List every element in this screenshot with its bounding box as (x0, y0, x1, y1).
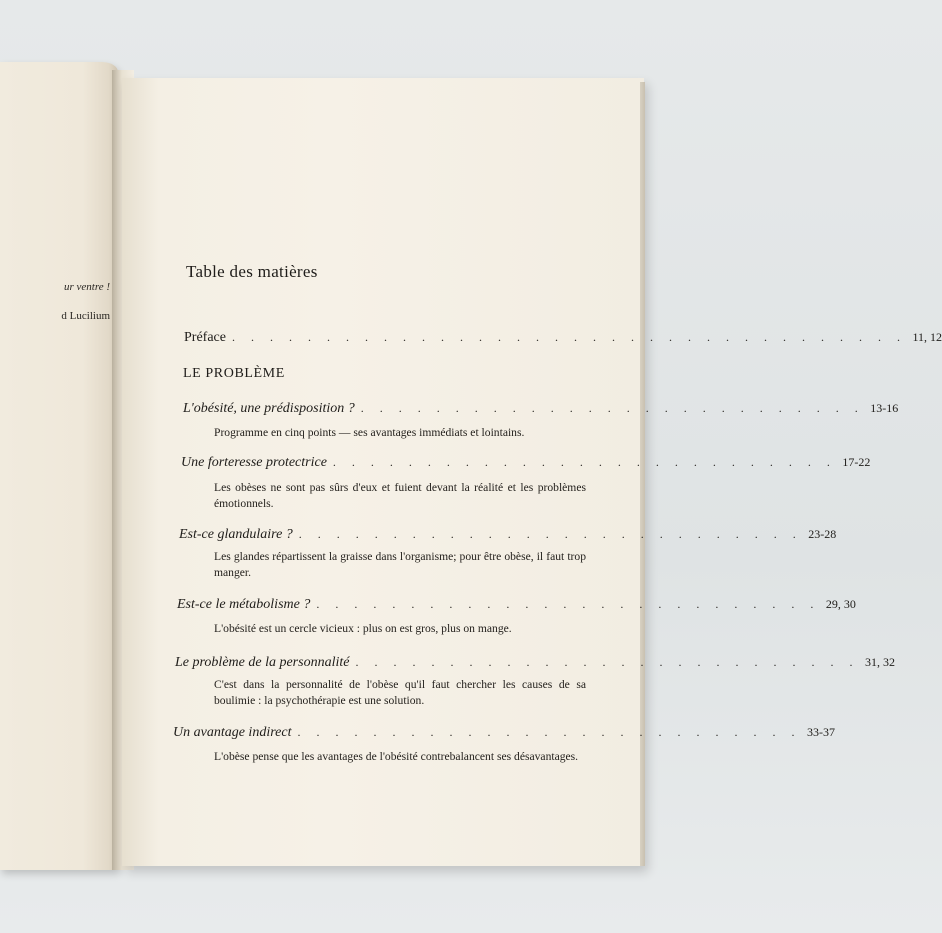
toc-entry-description: Les obèses ne sont pas sûrs d'eux et fuient devant la réalité et les problèmes émotionnels. (214, 481, 586, 510)
left-page-text-line-2: d Lucilium (61, 310, 110, 322)
toc-entry (183, 401, 899, 417)
toc-entry (177, 597, 856, 613)
toc-entry-description: L'obésité est un cercle vicieux : plus on est gros, plus on mange. (214, 622, 512, 635)
leader-dots: . . . . . . . . . . . . . . . . . . . . . . . . . . . (332, 455, 837, 469)
toc-entry-title: L'obésité, une prédisposition ? (183, 401, 355, 416)
leader-dots: . . . . . . . . . . . . . . . . . . . . . . . . . . . (360, 401, 865, 415)
section-title: LE PROBLÈME (183, 366, 285, 381)
leader-dots: . . . . . . . . . . . . . . . . . . . . . . . . . . . (297, 725, 801, 739)
toc-entry-pages: 33-37 (806, 725, 835, 739)
left-page-text-line-1: ur ventre ! (63, 281, 110, 293)
toc-entry-title: Est-ce le métabolisme ? (177, 597, 311, 612)
toc-entry-description: Les glandes répartissent la graisse dans l'organisme; pour être obèse, il faut trop manger. (214, 550, 586, 579)
toc-entry-title: Est-ce glandulaire ? (179, 527, 293, 542)
toc-entry-description: Programme en cinq points — ses avantages immédiats et lointains. (214, 426, 525, 439)
toc-entry-preface-label: Préface (184, 330, 226, 345)
leader-dots: . . . . . . . . . . . . . . . . . . . . . . . . . . . (316, 597, 820, 611)
toc-entry (179, 527, 837, 543)
toc-entry-preface-pages: 11, 12 (912, 330, 942, 344)
page-edge (640, 82, 645, 866)
toc-entry-pages: 13-16 (870, 401, 899, 415)
toc-entry-pages: 23-28 (808, 527, 837, 541)
toc-entry (181, 455, 871, 471)
left-page (0, 62, 118, 870)
toc-entry (173, 725, 835, 741)
toc-entry-description: C'est dans la personnalité de l'obèse qu'il faut chercher les causes de sa boulimie : la psychothérapie est une solution. (214, 678, 586, 707)
leader-dots: . . . . . . . . . . . . . . . . . . . . . . . . . . . . . . . . . . . . (231, 330, 907, 344)
toc-title: Table des matières (186, 262, 318, 281)
toc-entry-title: Le problème de la personnalité (175, 655, 350, 670)
toc-entry-description: L'obèse pense que les avantages de l'obésité contrebalancent ses désavantages. (214, 750, 579, 763)
toc-entry-title: Un avantage indirect (173, 725, 292, 740)
leader-dots: . . . . . . . . . . . . . . . . . . . . . . . . . . . (298, 527, 803, 541)
leader-dots: . . . . . . . . . . . . . . . . . . . . . . . . . . . (355, 655, 859, 669)
toc-entry (175, 655, 895, 671)
toc-entry-pages: 29, 30 (825, 597, 856, 611)
toc-entry-preface (184, 330, 942, 346)
right-page (122, 78, 644, 866)
toc-entry-title: Une forteresse protectrice (181, 455, 327, 470)
toc-entry-pages: 17-22 (842, 455, 871, 469)
toc-entry-pages: 31, 32 (864, 655, 895, 669)
